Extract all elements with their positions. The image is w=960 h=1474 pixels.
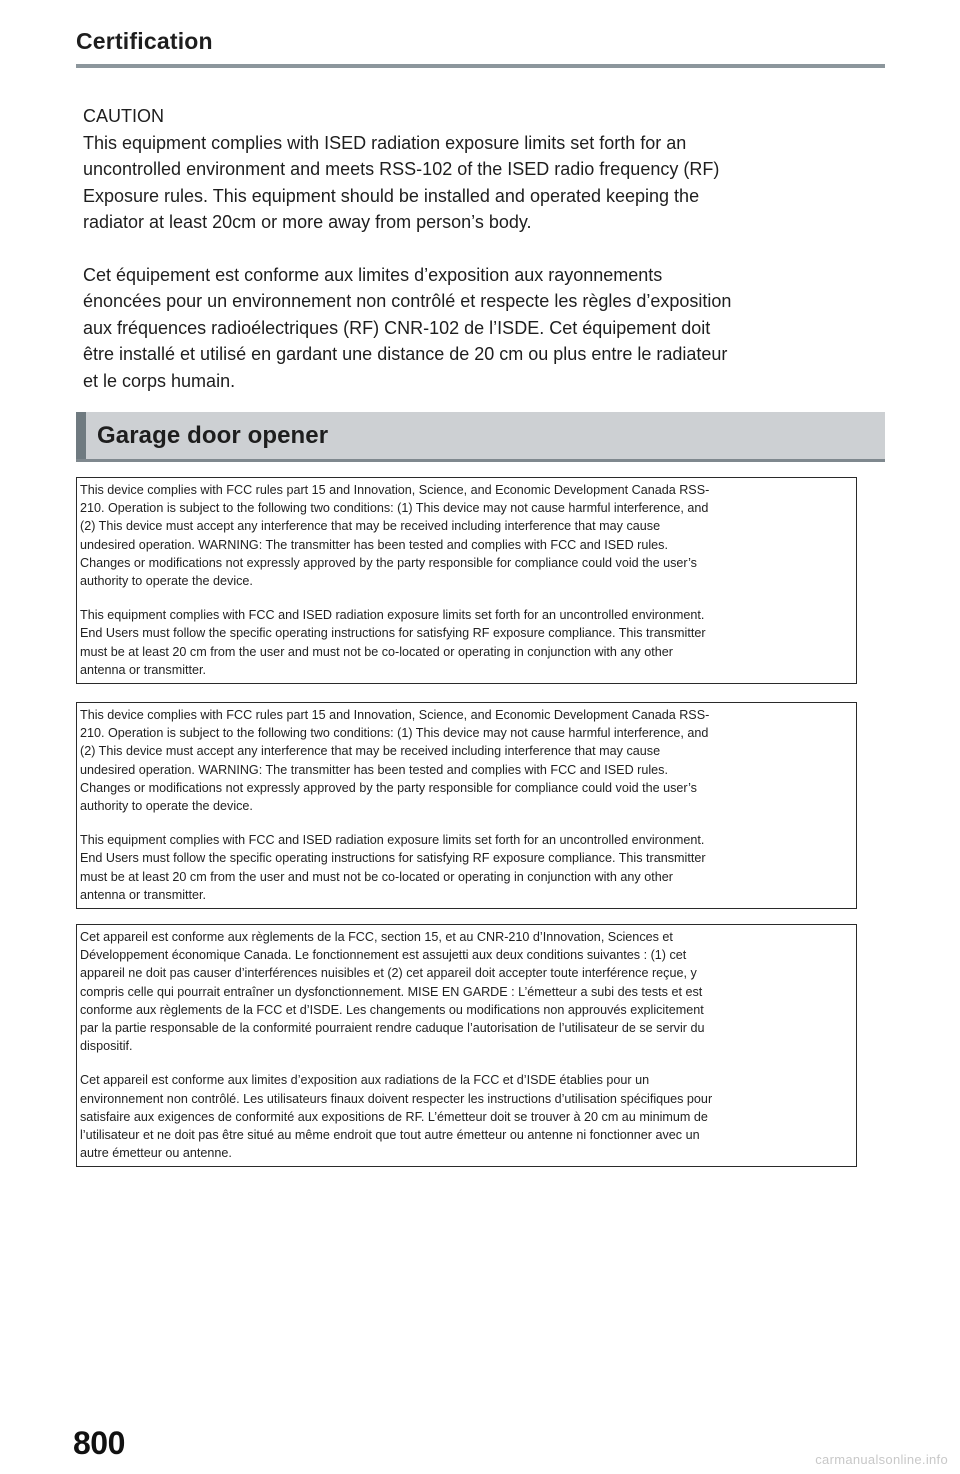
notice-box-2 [76,702,857,909]
notice-line: must be at least 20 cm from the user and must not be co-located or operating in conjunction with any other [80,644,673,659]
caution-line-fr: Cet équipement est conforme aux limites d’exposition aux rayonnements [83,264,663,285]
notice-box-1 [76,477,857,684]
section-title: Garage door opener [97,422,329,449]
notice-line: authority to operate the device. [80,799,253,814]
notice-line: This equipment complies with FCC and ISED radiation exposure limits set forth for an uncontrolled environment. [80,833,705,848]
notice-line: (2) This device must accept any interference that may be received including interference that may cause [80,519,661,534]
paragraph-gap [80,590,852,606]
notice-box-3-fr [76,924,857,1167]
notice-line: compris celle qui pourrait entraîner un dysfonctionnement. MISE EN GARDE : L’émetteur a subi des tests et est [80,984,703,999]
site-watermark: carmanualsonline.info [815,1452,948,1467]
paragraph-gap [80,1055,852,1071]
notice-line: 210. Operation is subject to the following two conditions: (1) This device may not cause harmful interference, and [80,501,709,516]
caution-line-fr: énoncées pour un environnement non contrôlé et respecte les règles d’exposition [83,291,732,311]
caution-line: uncontrolled environment and meets RSS-102 of the ISED radio frequency (RF) [83,159,720,179]
notice-line: Développement économique Canada. Le fonctionnement est assujetti aux deux conditions suivantes : (1) cet [80,948,687,963]
notice-line: par la partie responsable de la conformité pourraient rendre caduque l’autorisation de l’utilisateur de se servir du [80,1021,705,1036]
notice-line: This equipment complies with FCC and ISED radiation exposure limits set forth for an uncontrolled environment. [80,608,705,623]
caution-line: Exposure rules. This equipment should be installed and operated keeping the [83,185,700,206]
caution-block [83,103,843,394]
caution-line-fr: aux fréquences radioélectriques (RF) CNR-102 de l’ISDE. Cet équipement doit [83,317,711,338]
notice-line: Cet appareil est conforme aux règlements de la FCC, section 15, et au CNR-210 d’Innovation, Sciences et [80,930,673,944]
notice-line: Cet appareil est conforme aux limites d’exposition aux radiations de la FCC et d’ISDE établies pour un [80,1073,650,1088]
page-header-title: Certification [76,28,213,54]
caution-line: radiator at least 20cm or more away from person’s body. [83,212,532,232]
section-heading-bar [76,412,885,462]
paragraph-gap [83,236,843,262]
notice-line: undesired operation. WARNING: The transmitter has been tested and complies with FCC and ISED rules. [80,537,668,552]
section-accent [76,412,86,459]
notice-line: autre émetteur ou antenne. [80,1146,232,1161]
notice-line: satisfaire aux exigences de conformité aux expositions de RF. L’émetteur doit se trouver à 20 cm au minimum de [80,1109,708,1124]
header-divider [76,64,885,68]
notice-line: conforme aux règlements de la FCC et d’ISDE. Les changements ou modifications non approuvés explicitement [80,1002,704,1017]
notice-line: Changes or modifications not expressly approved by the party responsible for compliance could void the user’s [80,780,697,795]
notice-line: End Users must follow the specific operating instructions for satisfying RF exposure compliance. This transmitter [80,626,706,641]
notice-line: End Users must follow the specific operating instructions for satisfying RF exposure compliance. This transmitter [80,851,706,866]
notice-line: appareil ne doit pas causer d’interférences nuisibles et (2) cet appareil doit accepter toute interférence reçue, y [80,966,697,981]
caution-line: This equipment complies with ISED radiation exposure limits set forth for an [83,132,687,153]
notice-line: authority to operate the device. [80,574,253,589]
caution-line-fr: être installé et utilisé en gardant une distance de 20 cm ou plus entre le radiateur [83,344,728,364]
caution-line: CAUTION [83,106,164,126]
caution-line-fr: et le corps humain. [83,370,236,391]
notice-line: dispositif. [80,1039,133,1054]
notice-line: undesired operation. WARNING: The transmitter has been tested and complies with FCC and ISED rules. [80,762,668,777]
notice-line: Changes or modifications not expressly approved by the party responsible for compliance could void the user’s [80,555,697,570]
notice-line: This device complies with FCC rules part 15 and Innovation, Science, and Economic Development Canada RSS- [80,708,710,722]
page-number: 800 [73,1425,125,1461]
notice-line: l’utilisateur et ne doit pas être situé au même endroit que tout autre émetteur ou antenne ni fonctionner avec un [80,1128,700,1143]
notice-line: must be at least 20 cm from the user and must not be co-located or operating in conjunction with any other [80,869,673,884]
notice-line: antenna or transmitter. [80,887,207,902]
paragraph-gap [80,815,852,831]
notice-line: This device complies with FCC rules part 15 and Innovation, Science, and Economic Development Canada RSS- [80,483,710,497]
notice-line: antenna or transmitter. [80,662,207,677]
notice-line: (2) This device must accept any interference that may be received including interference that may cause [80,744,661,759]
notice-line: 210. Operation is subject to the following two conditions: (1) This device may not cause harmful interference, and [80,726,709,741]
notice-line: environnement non contrôlé. Les utilisateurs finaux doivent respecter les instructions d’utilisation spécifiques pour [80,1091,713,1106]
